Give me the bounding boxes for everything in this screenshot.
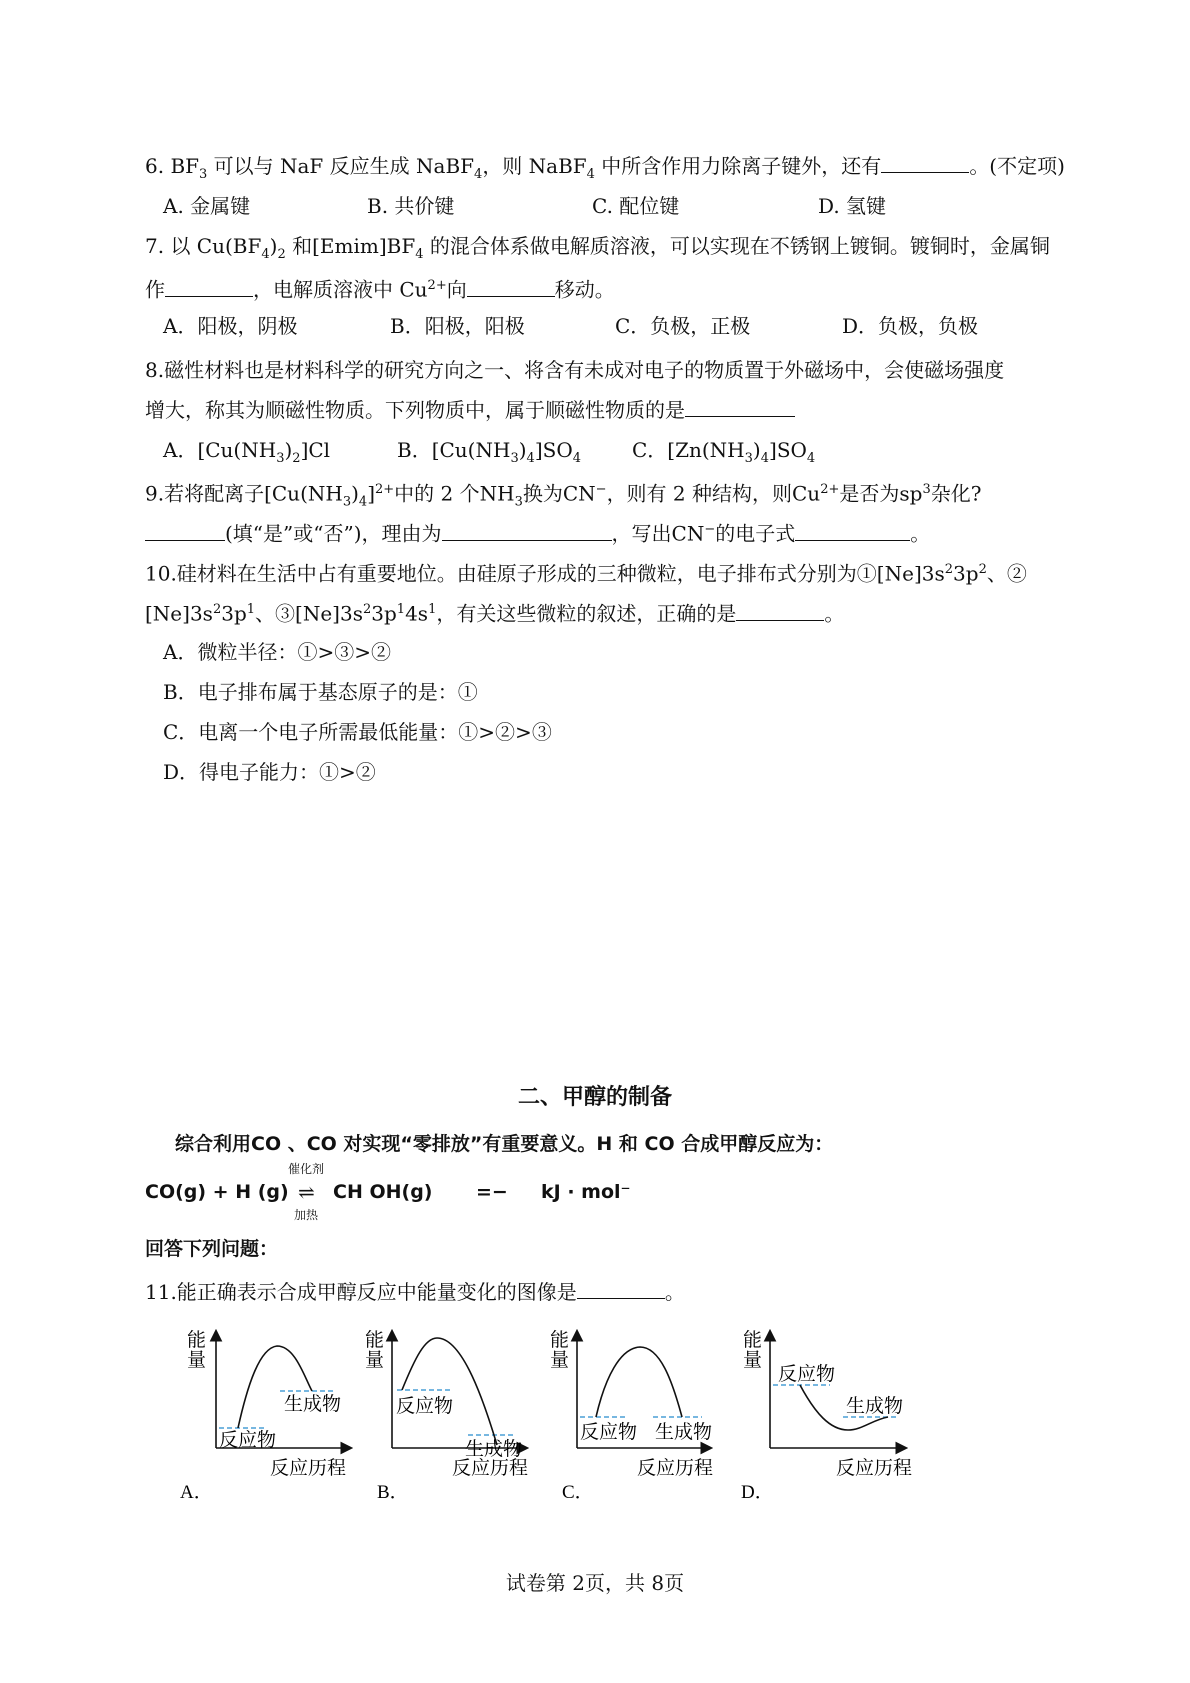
q7-sup: 2+ [427, 278, 447, 293]
y-label: 量 [187, 1350, 207, 1371]
q10-sup: 2 [944, 562, 954, 577]
q10-line1 [145, 556, 1027, 588]
q7-text: 作 [145, 277, 165, 302]
q10-option-a[interactable]: A．微粒半径：①>③>② [163, 640, 391, 664]
q8-opt-text: ]SO [769, 438, 807, 462]
q10-text: 4s [405, 601, 429, 626]
section-intro: 综合利用CO 、CO 对实现“零排放”有重要意义。H 和 CO 合成甲醇反应为： [175, 1133, 834, 1155]
q7-line2 [145, 272, 615, 304]
q11-text: 11.能正确表示合成甲醇反应中能量变化的图像是 [145, 1280, 577, 1304]
q8-option-c[interactable] [632, 436, 815, 473]
answer-blank[interactable] [881, 154, 969, 173]
y-label: 量 [743, 1350, 763, 1371]
q8-sub: 4 [572, 451, 581, 466]
q7-sub: 4 [415, 247, 424, 262]
q7-text: 移动。 [554, 277, 615, 302]
x-label: 反应历程 [270, 1458, 347, 1479]
q10-text: 3p [371, 601, 397, 626]
answer-blank[interactable] [467, 278, 555, 297]
equation-left: CO(g) + H (g) [145, 1181, 289, 1203]
product-label: 生成物 [846, 1396, 904, 1417]
q8-opt-text: ) [752, 438, 761, 462]
page-footer: 试卷第 2页，共 8页 [505, 1571, 685, 1595]
q6-text: 。(不定项) [969, 154, 1065, 178]
q8-line2 [145, 396, 795, 424]
q10-text: 3p [221, 601, 247, 626]
q6-sub: 4 [474, 167, 483, 182]
q10-text: 。 [824, 601, 845, 626]
q10-sup: 1 [396, 602, 406, 617]
q7-option-c[interactable]: C．负极，正极 [615, 314, 751, 338]
q8-opt-text: ) [518, 438, 527, 462]
q7-option-d[interactable]: D．负极，负极 [842, 314, 979, 338]
q8-sub: 4 [526, 451, 535, 466]
graph-letter: B． [377, 1482, 409, 1503]
q8-sub: 3 [510, 451, 519, 466]
graph-a[interactable] [180, 1329, 350, 1503]
q10-option-b[interactable]: B．电子排布属于基态原子的是：① [163, 680, 478, 704]
graph-b[interactable] [365, 1329, 528, 1503]
energy-curve [238, 1346, 312, 1428]
answer-blank[interactable] [685, 398, 795, 417]
q11-text: 。 [664, 1280, 685, 1304]
q9-text: (填“是”或“否”)，理由为 [225, 521, 442, 546]
q9-sup: 2+ [820, 482, 840, 497]
q9-text: ，写出CN [611, 521, 705, 546]
energy-graphs [0, 1318, 1190, 1528]
q6-sub: 3 [199, 167, 208, 182]
y-label: 能 [743, 1330, 763, 1351]
q10-text: 、③[Ne]3s [255, 601, 363, 626]
product-label: 生成物 [284, 1394, 342, 1415]
equation-catalyst: 催化剂 [288, 1162, 325, 1176]
reactant-label: 反应物 [778, 1364, 836, 1385]
q10-text: 10.硅材料在生活中占有重要地位。由硅原子形成的三种微粒，电子排布式分别为①[Ne]3s [145, 561, 945, 586]
q10-text: ，有关这些微粒的叙述，正确的是 [436, 601, 737, 626]
q9-text: 的电子式 [715, 521, 796, 546]
q9-text: 换为CN [522, 481, 596, 506]
q9-text: 。 [910, 521, 931, 546]
q8-text: 增大，称其为顺磁性物质。下列物质中，属于顺磁性物质的是 [145, 398, 685, 422]
q8-opt-text: C．[Zn(NH [632, 438, 745, 462]
answer-blank[interactable] [736, 602, 824, 621]
q7-sub: 4 [261, 247, 270, 262]
y-label: 能 [365, 1330, 385, 1351]
graph-letter: A． [180, 1482, 213, 1503]
q7-sub: 2 [277, 247, 286, 262]
q9-sub: 3 [514, 494, 523, 510]
reactant-label: 反应物 [219, 1430, 277, 1451]
y-label: 能 [187, 1330, 207, 1351]
q8-option-a[interactable] [163, 436, 330, 473]
q9-sub: 4 [358, 494, 368, 510]
q9-sup: − [704, 522, 716, 537]
q10-text: 、② [986, 561, 1027, 586]
q8-opt-text: ) [284, 438, 293, 462]
q7-text: 7. 以 Cu(BF [145, 234, 262, 258]
q8-sub: 4 [760, 451, 770, 466]
q6-option-d[interactable]: D. 氢键 [818, 194, 887, 218]
q8-sub: 3 [744, 451, 753, 466]
answer-blank[interactable] [165, 278, 253, 297]
y-label: 能 [550, 1330, 570, 1351]
q7-option-b[interactable]: B．阳极，阳极 [390, 314, 525, 338]
q10-sup: 1 [428, 602, 437, 617]
q6-stem [145, 152, 1065, 189]
q9-text: ] [367, 481, 375, 506]
answer-blank[interactable] [442, 522, 612, 541]
x-label: 反应历程 [637, 1458, 714, 1479]
q6-option-b[interactable]: B. 共价键 [367, 194, 455, 218]
q10-sup: 1 [246, 602, 256, 617]
q8-sub: 2 [292, 451, 301, 466]
q7-text: ) [269, 234, 278, 258]
q7-line1 [145, 232, 1050, 269]
reactant-label: 反应物 [580, 1422, 638, 1443]
q9-sup: 2+ [375, 482, 395, 497]
q6-text: ，则 NaBF [482, 154, 587, 178]
q9-text: 9.若将配离子[Cu(NH [145, 481, 343, 506]
equation-heat: 加热 [294, 1208, 319, 1222]
q6-option-a[interactable]: A. 金属键 [163, 194, 251, 218]
q10-text: 3p [953, 561, 979, 586]
q10-text: [Ne]3s [145, 601, 213, 626]
product-label: 生成物 [465, 1439, 523, 1460]
q9-text: 中的 2 个NH [394, 481, 515, 506]
graph-letter: D． [741, 1482, 774, 1503]
q9-sup: − [595, 482, 607, 497]
q7-text: ，电解质溶液中 Cu [253, 277, 428, 302]
q6-text: 可以与 NaF 反应生成 NaBF [207, 154, 475, 178]
equation-unit: kJ · mol⁻ [541, 1181, 631, 1203]
energy-curve [596, 1347, 682, 1417]
product-label: 生成物 [655, 1422, 713, 1443]
q11-stem [145, 1278, 685, 1306]
q7-text: 向 [446, 277, 467, 302]
answer-blank[interactable] [795, 522, 910, 541]
q10-sup: 2 [362, 602, 372, 617]
x-label: 反应历程 [836, 1458, 913, 1479]
q9-text: 杂化? [930, 481, 982, 506]
equation-right: CH OH(g) [333, 1181, 433, 1203]
q7-text: 和[Emim]BF [285, 234, 416, 258]
section-title: 二、甲醇的制备 [517, 1085, 672, 1110]
q10-option-c[interactable]: C．电离一个电子所需最低能量：①>②>③ [163, 720, 552, 744]
y-label: 量 [550, 1350, 570, 1371]
y-label: 量 [365, 1350, 385, 1371]
graph-letter: C． [562, 1482, 594, 1503]
q9-line1 [145, 476, 981, 517]
q8-sub: 3 [276, 451, 285, 466]
equation-dh: =− [476, 1181, 508, 1203]
x-label: 反应历程 [452, 1458, 529, 1479]
q6-sub: 4 [586, 167, 595, 182]
q9-sup: 3 [922, 482, 931, 497]
energy-curve [402, 1338, 497, 1445]
q8-line1: 8.磁性材料也是材料科学的研究方向之一、将含有未成对电子的物质置于外磁场中，会使磁场强度 [145, 358, 1005, 382]
q8-opt-text: ]SO [534, 438, 573, 462]
q10-line2 [145, 596, 844, 628]
equation-arrow: ⇌ [298, 1180, 315, 1204]
answer-prompt: 回答下列问题： [145, 1238, 279, 1260]
q9-line2 [145, 516, 930, 548]
q7-text: 的混合体系做电解质溶液，可以实现在不锈钢上镀铜。镀铜时，金属铜 [423, 234, 1050, 258]
q7-option-a[interactable]: A．阳极，阴极 [163, 314, 298, 338]
q8-opt-text: A．[Cu(NH [163, 438, 277, 462]
q9-text: ) [351, 481, 359, 506]
q9-sub: 3 [342, 494, 352, 510]
graph-d[interactable] [741, 1329, 912, 1503]
q6-option-c[interactable]: C. 配位键 [592, 194, 680, 218]
q10-sup: 2 [978, 562, 987, 577]
q8-option-b[interactable] [397, 436, 581, 473]
q10-sup: 2 [212, 602, 222, 617]
q10-option-d[interactable]: D．得电子能力：①>② [163, 760, 376, 784]
answer-blank[interactable] [577, 1280, 665, 1299]
q9-text: ，则有 2 种结构，则Cu [606, 481, 821, 506]
reactant-label: 反应物 [396, 1396, 454, 1417]
q8-sub: 4 [806, 451, 816, 466]
q9-text: 是否为sp [839, 481, 923, 506]
q6-text: 中所含作用力除离子键外，还有 [594, 154, 882, 178]
q8-opt-text: ]Cl [300, 438, 331, 462]
q8-opt-text: B．[Cu(NH [397, 438, 511, 462]
graph-c[interactable] [550, 1329, 713, 1503]
answer-blank[interactable] [145, 522, 225, 541]
q6-text: 6. BF [145, 154, 200, 178]
